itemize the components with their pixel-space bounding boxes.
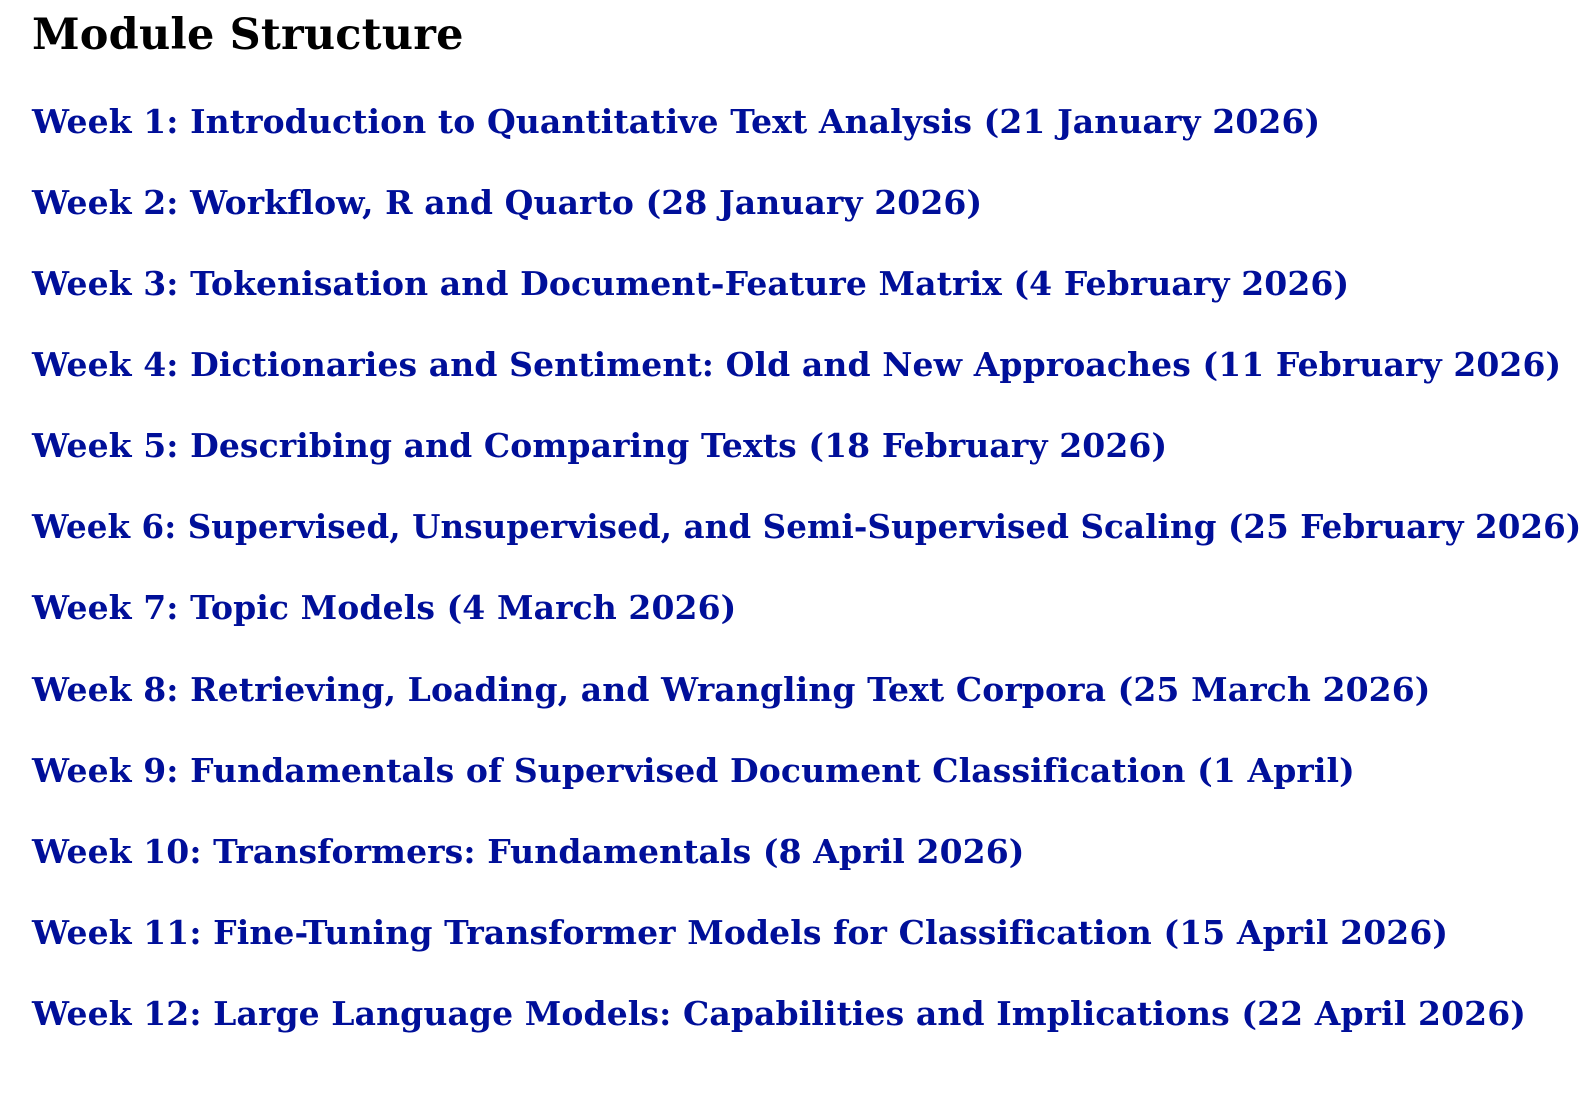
- week-label: Week 7:: [32, 588, 179, 627]
- week-title: Introduction to Quantitative Text Analysis (21 January 2026): [190, 102, 1321, 141]
- week-label: Week 9:: [32, 751, 179, 790]
- week-label: Week 12:: [32, 994, 202, 1033]
- week-label: Week 5:: [32, 426, 179, 465]
- week-title: Fine-Tuning Transformer Models for Classification (15 April 2026): [213, 913, 1449, 952]
- week-link-8[interactable]: [32, 670, 1431, 709]
- week-title: Topic Models (4 March 2026): [190, 588, 737, 627]
- week-label: Week 8:: [32, 670, 179, 709]
- week-link-1[interactable]: [32, 102, 1320, 141]
- week-link-11[interactable]: [32, 913, 1448, 952]
- week-label: Week 4:: [32, 345, 179, 384]
- week-label: Week 10:: [32, 832, 202, 871]
- week-link-4[interactable]: [32, 345, 1561, 384]
- week-title: Tokenisation and Document-Feature Matrix (4 February 2026): [190, 264, 1350, 303]
- week-label: Week 2:: [32, 183, 179, 222]
- week-title: Supervised, Unsupervised, and Semi-Supervised Scaling (25 February 2026): [187, 507, 1582, 546]
- week-label: Week 11:: [32, 913, 202, 952]
- week-title: Large Language Models: Capabilities and Implications (22 April 2026): [213, 994, 1526, 1033]
- week-title: Dictionaries and Sentiment: Old and New Approaches (11 February 2026): [190, 345, 1562, 384]
- week-label: Week 6:: [32, 507, 177, 546]
- section-heading: Module Structure: [32, 10, 464, 60]
- week-label: Week 1:: [32, 102, 179, 141]
- week-link-5[interactable]: [32, 426, 1167, 465]
- week-title: Retrieving, Loading, and Wrangling Text Corpora (25 March 2026): [190, 670, 1431, 709]
- week-title: Transformers: Fundamentals (8 April 2026): [213, 832, 1025, 871]
- week-link-12[interactable]: [32, 994, 1526, 1033]
- week-link-6[interactable]: [32, 507, 1581, 546]
- week-link-10[interactable]: [32, 832, 1024, 871]
- week-link-2[interactable]: [32, 183, 982, 222]
- week-title: Describing and Comparing Texts (18 February 2026): [190, 426, 1168, 465]
- week-link-3[interactable]: [32, 264, 1349, 303]
- week-label: Week 3:: [32, 264, 179, 303]
- week-title: Workflow, R and Quarto (28 January 2026): [190, 183, 983, 222]
- week-title: Fundamentals of Supervised Document Classification (1 April): [190, 751, 1355, 790]
- week-link-7[interactable]: [32, 588, 736, 627]
- week-link-9[interactable]: [32, 751, 1355, 790]
